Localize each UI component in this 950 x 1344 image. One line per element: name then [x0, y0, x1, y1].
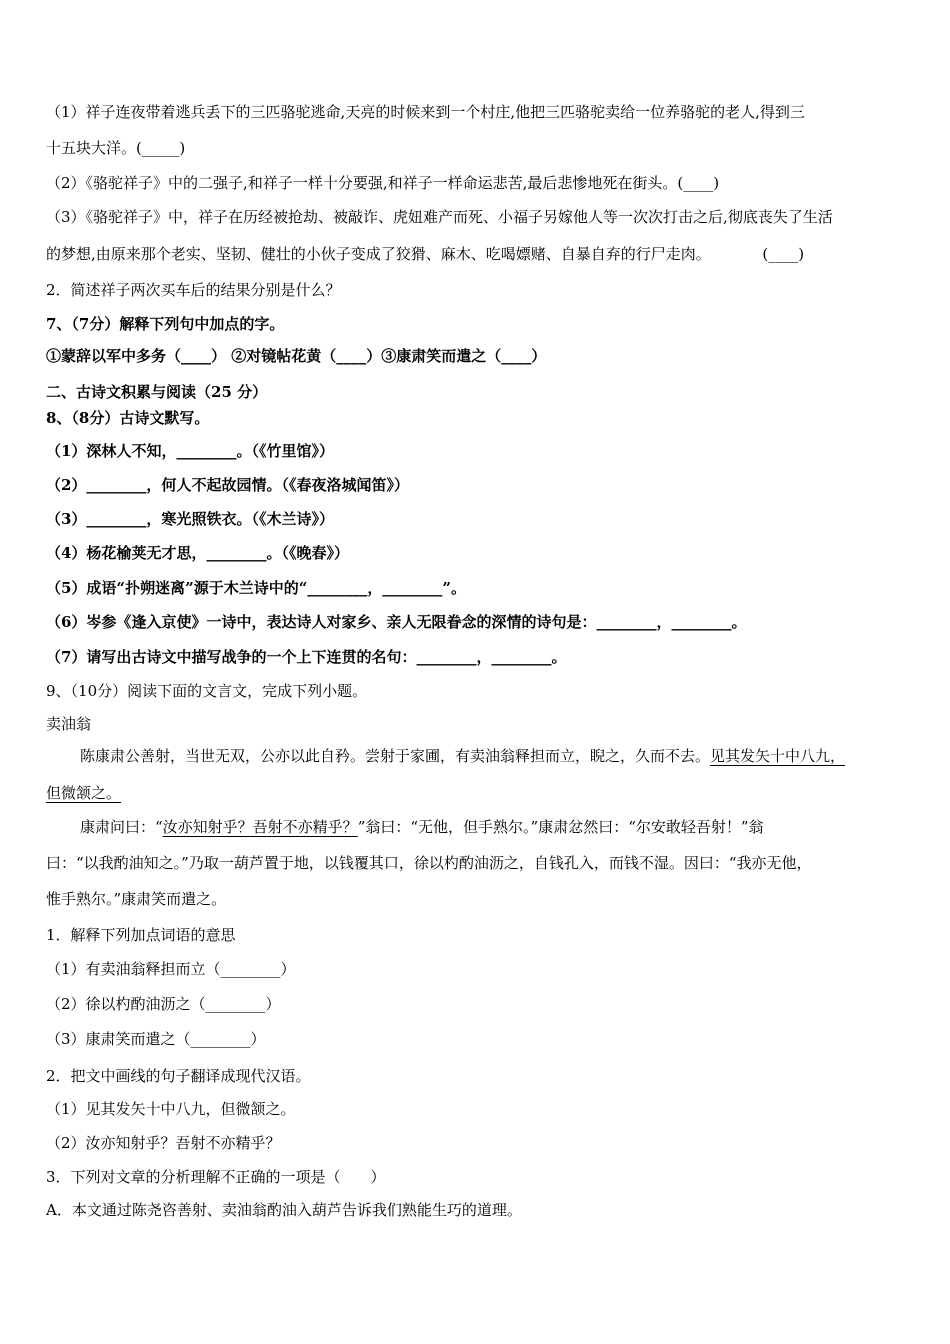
passage-text: 康肃问曰：“ [80, 818, 163, 836]
q9-sub1-item: （3）康肃笑而遣之（________） [46, 1030, 266, 1048]
passage-paragraph-1-line-1 [80, 746, 845, 766]
q7-title: 7、（7分）解释下列句中加点的字。 [46, 315, 285, 333]
q9-subquestion-2: 2．把文中画线的句子翻译成现代汉语。 [46, 1067, 311, 1085]
q6-statement-3-line-1: （3）《骆驼祥子》中，祥子在历经被抢劫、被敲诈、虎妞难产而死、小福子另嫁他人等一次次打击之后,彻底丧失了生活 [46, 208, 833, 226]
q6-statement-3-line-2 [46, 244, 804, 264]
q8-item: （7）请写出古诗文中描写战争的一个上下连贯的名句：________，________。 [46, 648, 567, 666]
q8-item: （3）________，寒光照铁衣。（《木兰诗》） [46, 510, 334, 528]
section-2-heading: 二、古诗文积累与阅读（25 分） [46, 383, 268, 401]
underlined-sentence-1-end: 但微颔之。 [46, 784, 122, 802]
q8-item: （5）成语“扑朔迷离”源于木兰诗中的“________，________”。 [46, 579, 466, 597]
q8-item: （1）深林人不知，________。（《竹里馆》） [46, 442, 334, 460]
q9-subquestion-3: 3．下列对文章的分析理解不正确的一项是（ ） [46, 1168, 386, 1186]
option-a: A．本文通过陈尧咨善射、卖油翁酌油入葫芦告诉我们熟能生巧的道理。 [46, 1201, 522, 1219]
q9-sub2-item: （1）见其发矢十中八九，但微颔之。 [46, 1100, 296, 1118]
passage-paragraph-2-line-2: 曰：“以我酌油知之。”乃取一葫芦置于地，以钱覆其口，徐以杓酌油沥之，自钱孔入，而钱不湿。因曰：“我亦无他， [46, 854, 812, 872]
q8-item: （4）杨花榆荚无才思，________。（《晚春》） [46, 544, 349, 562]
q6-subquestion-2: 2．简述祥子两次买车后的结果分别是什么？ [46, 281, 341, 299]
q9-sub2-item: （2）汝亦知射乎？吾射不亦精乎？ [46, 1134, 281, 1152]
q8-item: （2）________，何人不起故园情。（《春夜洛城闻笛》） [46, 476, 409, 494]
q9-sub1-item: （1）有卖油翁释担而立（________） [46, 960, 296, 978]
q8-item: （6）岑参《逢入京使》一诗中，表达诗人对家乡、亲人无限眷念的深情的诗句是：________，________。 [46, 613, 747, 631]
q9-sub1-item: （2）徐以杓酌油沥之（________） [46, 995, 281, 1013]
q6-statement-3-blank: (____) [762, 245, 805, 263]
passage-paragraph-2-line-3: 惟手熟尔。”康肃笑而遣之。 [46, 890, 227, 908]
passage-title: 卖油翁 [46, 715, 92, 733]
q7-items: ①蒙辞以军中多务（____） ②对镜帖花黄（____）③康肃笑而遣之（____） [46, 347, 547, 365]
passage-paragraph-2-line-1 [80, 817, 764, 837]
underlined-sentence-1: 见其发矢十中八九， [710, 747, 846, 765]
q9-subquestion-1: 1．解释下列加点词语的意思 [46, 926, 236, 944]
q6-statement-2: （2）《骆驼祥子》中的二强子,和祥子一样十分要强,和祥子一样命运悲苦,最后悲惨地死在街头。(____) [46, 174, 720, 192]
q6-statement-1-line-1: （1）祥子连夜带着逃兵丢下的三匹骆驼逃命,天亮的时候来到一个村庄,他把三匹骆驼卖给一位养骆驼的老人,得到三 [46, 103, 805, 121]
passage-text: ”翁曰：“无他，但手熟尔。”康肃忿然曰：“尔安敢轻吾射！”翁 [357, 818, 764, 836]
q8-title: 8、（8分）古诗文默写。 [46, 409, 210, 427]
q6-statement-3-text: 的梦想,由原来那个老实、坚韧、健壮的小伙子变成了狡猾、麻木、吃喝嫖赌、自暴自弃的行尸走肉。 [46, 245, 711, 263]
q9-title: 9、（10分）阅读下面的文言文，完成下列小题。 [46, 682, 368, 700]
underlined-sentence-2: 汝亦知射乎？吾射不亦精乎？ [162, 818, 358, 836]
q6-statement-1-line-2: 十五块大洋。(_____) [46, 139, 186, 157]
passage-text: 陈康肃公善射，当世无双，公亦以此自矜。尝射于家圃，有卖油翁释担而立，睨之，久而不去。 [80, 747, 711, 765]
